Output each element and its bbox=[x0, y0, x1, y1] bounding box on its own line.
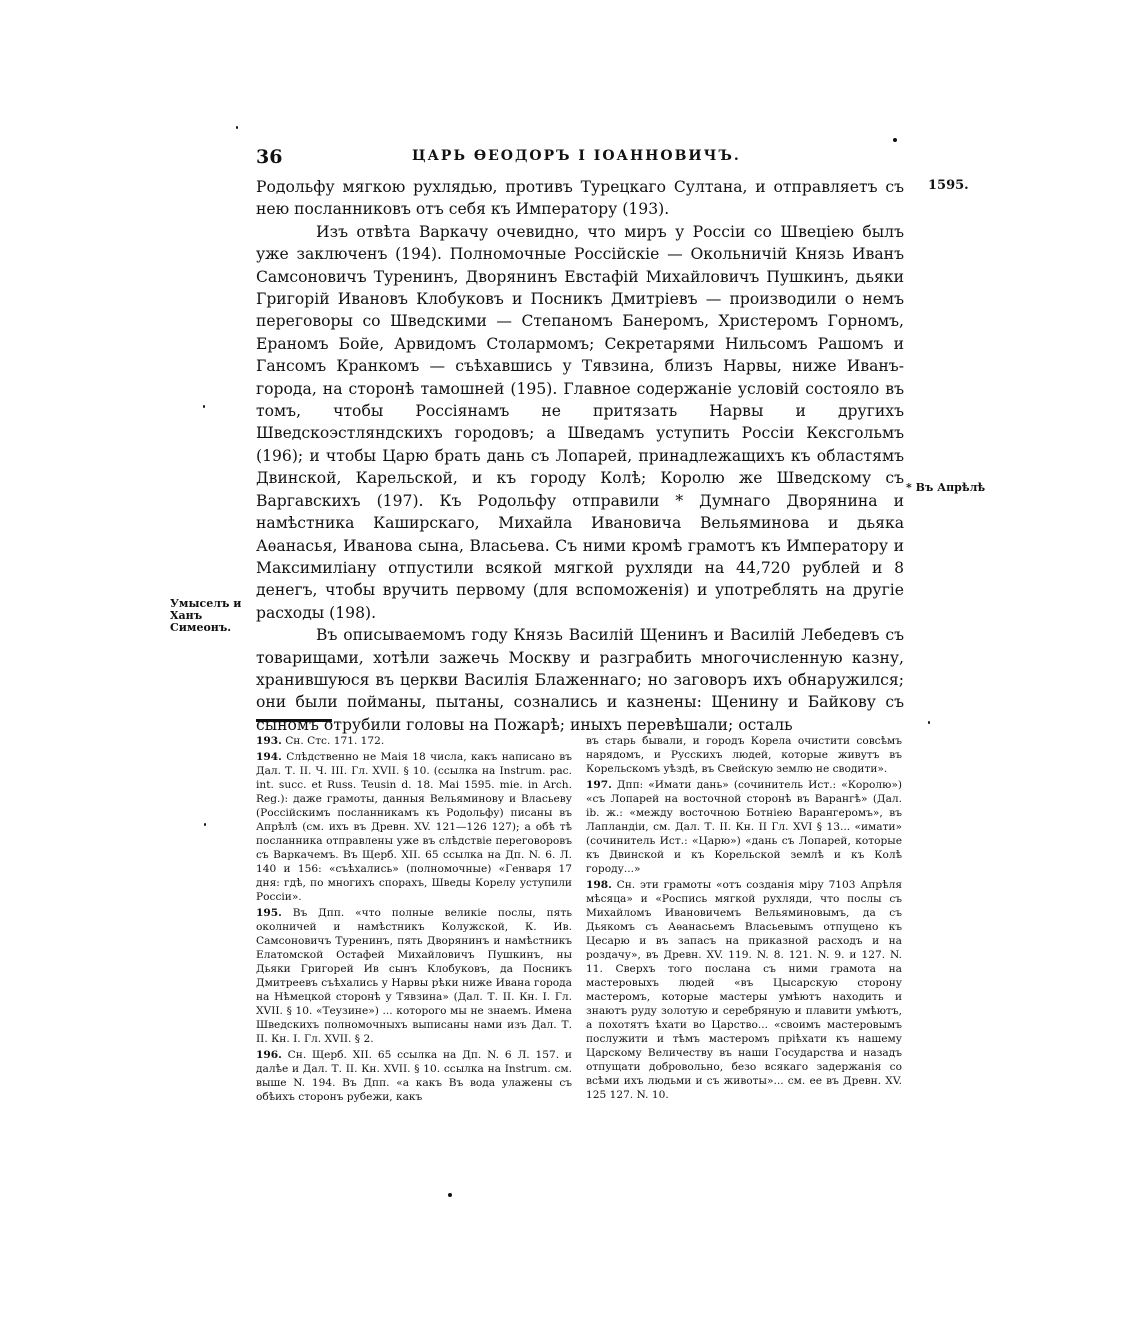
footnote-divider bbox=[256, 719, 332, 722]
paragraph-3: Въ описываемомъ году Князь Василій Щенинъ и Василій Лебедевъ съ товарищами, хотѣли зажечь Москву и разграбить многочисленную казну, хранившуюся въ церкви Василія Блаженнаго; но заговоръ ихъ обнаружился; они были пойманы, пытаны, сознались и казнены: Щенину и Байкову съ сыномъ отрубили головы на Пожарѣ; иныхъ перевѣшали; осталь bbox=[256, 626, 904, 734]
footnote-number: 194. bbox=[256, 751, 282, 763]
paragraph-2: Изъ отвѣта Варкачу очевидно, что миръ у Россіи со Швеціею былъ уже заключенъ (194). Полномочные Россійскіе — Окольничій Князь Иванъ Самсоновичъ Туренинъ, Дворянинъ Евстафій Михайловичъ Пушкинъ, дьяки Григорій Ивановъ Клобуковъ и Посникъ Дмитріевъ — производили о немъ переговоры со Шведскими — Степаномъ Банеромъ, Христеромъ Горномъ, Ераномъ Бойе, Арвидомъ Столармомъ; Секретарями Нильсомъ Рашомъ и Гансомъ Кранкомъ — съѣхавшись у Тявзина, близъ Нарвы, ниже Иванъ-города, на сторонѣ тамошней (195). Главное содержаніе условій состояло въ томъ, чтобы Россіянамъ не притязать Нарвы и другихъ Шведскоэстляндскихъ городовъ; а Шведамъ уступить Россіи Кексгольмъ (196); и чтобы Царю брать дань съ Лопарей, принадлежащихъ къ областямъ Двинской, Карельской, и къ городу Колѣ; Королю же Шведскому съ Варгавскихъ (197). Къ Родольфу отправили * Думнаго Дворянина и намѣстника Каширскаго, Михайла Ивановича Вельяминова и дьяка Аѳанасья, Иванова сына, Власьева. Съ ними кромѣ грамотъ къ Императору и Максимиліану отпустили всякой мягкой рухляди на 44,720 рублей и 8 денегъ, чтобы вручить первому (для вспоможенія) и употреблять на другіе расходы (198). bbox=[256, 222, 904, 622]
footnote-197 bbox=[586, 778, 902, 876]
footnote-196-continued bbox=[586, 734, 902, 776]
footnote-text: Дпп: «Имати дань» (сочинитель Ист.: «Королю») «съ Лопарей на восточной сторонѣ въ Варангѣ» (Дал. ib. ж.: «между восточною Ботніею Варангеромъ», въ Лапландіи, см. Дал. Т. II. Кн. II Гл. XVI § 13... «имати» (сочинитель Ист.: «Царю») «дань съ Лопарей, которые къ Двинской и къ Корельской землѣ и къ Колѣ городу...» bbox=[586, 779, 902, 875]
page-number: 36 bbox=[256, 146, 283, 168]
footnote-text: Въ Дпп. «что полные великіе послы, пять околничей и намѣстникъ Колужской, К. Ив. Самсоновичъ Туренинъ, пять Дворянинъ и намѣстникъ Елатомской Остафей Михайловичъ Пушкинъ, ны Дьяки Григорей Ив сынъ Клобуковъ, да Посникъ Дмитреевъ съѣхались у Нарвы рѣки ниже Ивана города на Нѣмецкой сторонѣ у Тявзина» (Дал. Т. II. Кн. I. Гл. XVII. § 10. «Теузине») ... которого мы не знаемъ. Имена Шведскихъ полномочныхъ выписаны нами изъ Дал. Т. II. Кн. I. Гл. XVII. § 2. bbox=[256, 907, 572, 1045]
scan-speck bbox=[236, 126, 238, 129]
footnote-text: Сн. Стс. 171. 172. bbox=[285, 735, 385, 747]
footnote-text: въ старь бывали, и городъ Корела очистити совсѣмъ нарядомъ, и Русскихъ людей, которые живутъ въ Корельскомъ уѣздѣ, въ Свейскую землю не сводити». bbox=[586, 735, 902, 775]
footnote-193 bbox=[256, 734, 572, 748]
margin-note-april: * Въ Апрѣлѣ bbox=[906, 481, 986, 494]
year-margin-note: 1595. bbox=[928, 178, 969, 193]
running-head-title: ЦАРЬ ѲЕОДОРЪ I ІОАННОВИЧЪ. bbox=[412, 148, 741, 164]
footnote-number: 198. bbox=[586, 879, 612, 891]
footnote-194 bbox=[256, 750, 572, 904]
margin-note-plot: Умыселъ и Ханъ Симеонъ. bbox=[170, 597, 242, 634]
footnote-number: 195. bbox=[256, 907, 282, 919]
main-text bbox=[256, 176, 904, 736]
paragraph-1: Родольфу мягкою рухлядью, противъ Турецкаго Султана, и отправляетъ съ нею посланниковъ отъ себя къ Императору (193). bbox=[256, 178, 904, 219]
footnotes bbox=[256, 734, 902, 1105]
footnote-198 bbox=[586, 878, 902, 1102]
scan-speck bbox=[203, 405, 205, 408]
footnote-196 bbox=[256, 1048, 572, 1104]
footnote-number: 196. bbox=[256, 1049, 282, 1061]
scan-speck bbox=[893, 138, 897, 142]
footnote-text: Сн. Щерб. XII. 65 ссылка на Дп. N. 6 Л. 157. и далѣе и Дал. Т. II. Кн. XVII. § 10. ссылка на Instrum. см. выше N. 194. Въ Дпп. «а какъ Въ вода улажены съ обѣихъ сторонъ рубежи, какъ bbox=[256, 1049, 572, 1103]
footnote-195 bbox=[256, 906, 572, 1046]
scan-speck bbox=[204, 823, 206, 826]
footnote-text: Слѣдственно не Маія 18 числа, какъ написано въ Дал. Т. II. Ч. III. Гл. XVII. § 10. (ссылка на Instrum. pac. int. succ. et Russ. Teusin d. 18. Mai 1595. mie. in Arch. Reg.): даже грамоты, данныя Вельяминову и Власьеву (Россійскимъ посланникамъ къ Родольфу) писаны въ Апрѣлѣ (см. ихъ въ Древн. XV. 121—126 127); а обѣ тѣ посланника отправлены уже въ слѣдствіе переговоровъ съ Варкачемъ. Въ Щерб. XII. 65 ссылка на Дп. N. 6. Л. 140 и 156: «съѣхались» (полномочные) «Генваря 17 дня: гдѣ, по многихъ спорахъ, Шведы Корелу уступили Россіи». bbox=[256, 751, 572, 903]
footnote-number: 197. bbox=[586, 779, 612, 791]
scan-speck bbox=[928, 721, 930, 724]
footnote-number: 193. bbox=[256, 735, 282, 747]
footnote-text: Сн. эти грамоты «отъ созданія міру 7103 Апрѣля мѣсяца» и «Роспись мягкой рухляди, что послы съ Михайломъ Ивановичемъ Вельяминовымъ, да съ Дьякомъ съ Аѳанасьемъ Власьевымъ отпущено къ Цесарю и въ запасъ на приказной расходъ и на роздачу», въ Древн. XV. 119. N. 8. 121. N. 9. и 127. N. 11. Сверхъ того послана съ ними грамота на мастеровыхъ людей «въ Цысарскую сторону мастеромъ, которые мастеры умѣютъ находить и знаютъ руду золотую и серебряную и плавити умѣютъ, а похотятъ ѣхати во Царство... «своимъ мастеровымъ послужити и тѣмъ мастеромъ пріѣхати къ нашему Царскому Величеству въ наши Государства и назадъ отпущати добровольно, безо всякаго задержанія со всѣми ихъ людьми и съ животы»... см. ее въ Древн. XV. 125 127. N. 10. bbox=[586, 879, 902, 1101]
scan-speck bbox=[448, 1193, 452, 1197]
